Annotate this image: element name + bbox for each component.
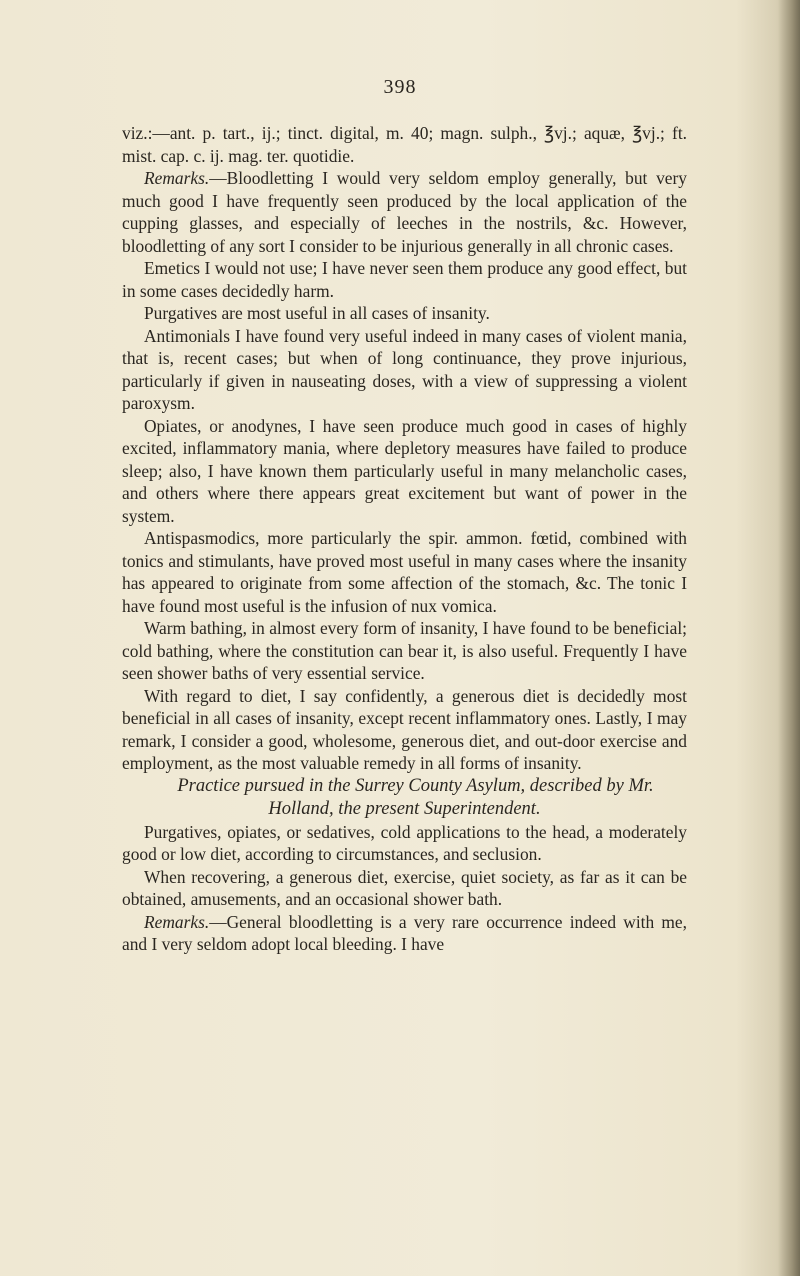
section-heading: Practice pursued in the Surrey County Asylum, described by Mr. Holland, the present Superintendent. xyxy=(177,775,654,819)
remarks-text-2: —General bloodletting is a very rare occurrence indeed with me, and I very seldom adopt local bleeding. I have xyxy=(122,911,687,954)
paragraph-antimonials: Antimonials I have found very useful indeed in many cases of violent mania, that is, recent cases; but when of long continuance, they prove injurious, particularly if given in nauseating doses, with a view of suppressing a violent paroxysm. xyxy=(122,325,687,413)
paragraph-treatment: Purgatives, opiates, or sedatives, cold applications to the head, a moderately good or low diet, according to circumstances, and seclusion. xyxy=(122,821,687,864)
paragraph-emetics: Emetics I would not use; I have never seen them produce any good effect, but in some cases decidedly harm. xyxy=(122,258,687,301)
paragraph-diet: With regard to diet, I say confidently, a generous diet is decidedly most beneficial in all cases of insanity, except recent inflammatory ones. Lastly, I may remark, I consider a good, wholesome, generous diet, and out-door exercise and employment, as the most valuable remedy in all forms of insanity. xyxy=(122,685,687,773)
page-edge-shadow xyxy=(778,0,800,1276)
remarks-label-2: Remarks. xyxy=(144,911,210,932)
remarks-label: Remarks. xyxy=(144,168,210,188)
body-text xyxy=(122,122,687,956)
page-number: 398 xyxy=(383,76,417,98)
paragraph-recovering: When recovering, a generous diet, exercise, quiet society, as far as it can be obtained, amusements, and an occasional shower bath. xyxy=(122,866,687,909)
paragraph-bathing: Warm bathing, in almost every form of insanity, I have found to be beneficial; cold bathing, where the constitution can bear it, is also useful. Frequently I have seen shower baths of very essential service. xyxy=(122,618,687,683)
paragraph-purgatives: Purgatives are most useful in all cases of insanity. xyxy=(144,303,490,323)
paragraph-prescription: viz.:—ant. p. tart., ij.; tinct. digital, m. 40; magn. sulph., ℥vj.; aquæ, ℥vj.; ft. mist. cap. c. ij. mag. ter. quotidie. xyxy=(122,123,687,166)
paragraph-antispasmodics: Antispasmodics, more particularly the spir. ammon. fœtid, combined with tonics and stimulants, have proved most useful in many cases where the insanity has appeared to originate from some affection of the stomach, &c. The tonic I have found most useful is the infusion of nux vomica. xyxy=(122,528,687,616)
paragraph-remarks-bloodletting xyxy=(122,167,687,257)
paragraph-opiates: Opiates, or anodynes, I have seen produce much good in cases of highly excited, inflammatory mania, where depletory measures have failed to produce sleep; also, I have known them particularly useful in many melancholic cases, and others where there appears great excitement but want of power in the system. xyxy=(122,415,687,526)
paragraph-remarks-general xyxy=(122,911,687,956)
remarks-text: —Bloodletting I would very seldom employ generally, but very much good I have frequently seen produced by the local application of the cupping glasses, and especially of leeches in the nostrils, &c. However, bloodletting of any sort I consider to be injurious generally in all chronic cases. xyxy=(122,168,687,256)
